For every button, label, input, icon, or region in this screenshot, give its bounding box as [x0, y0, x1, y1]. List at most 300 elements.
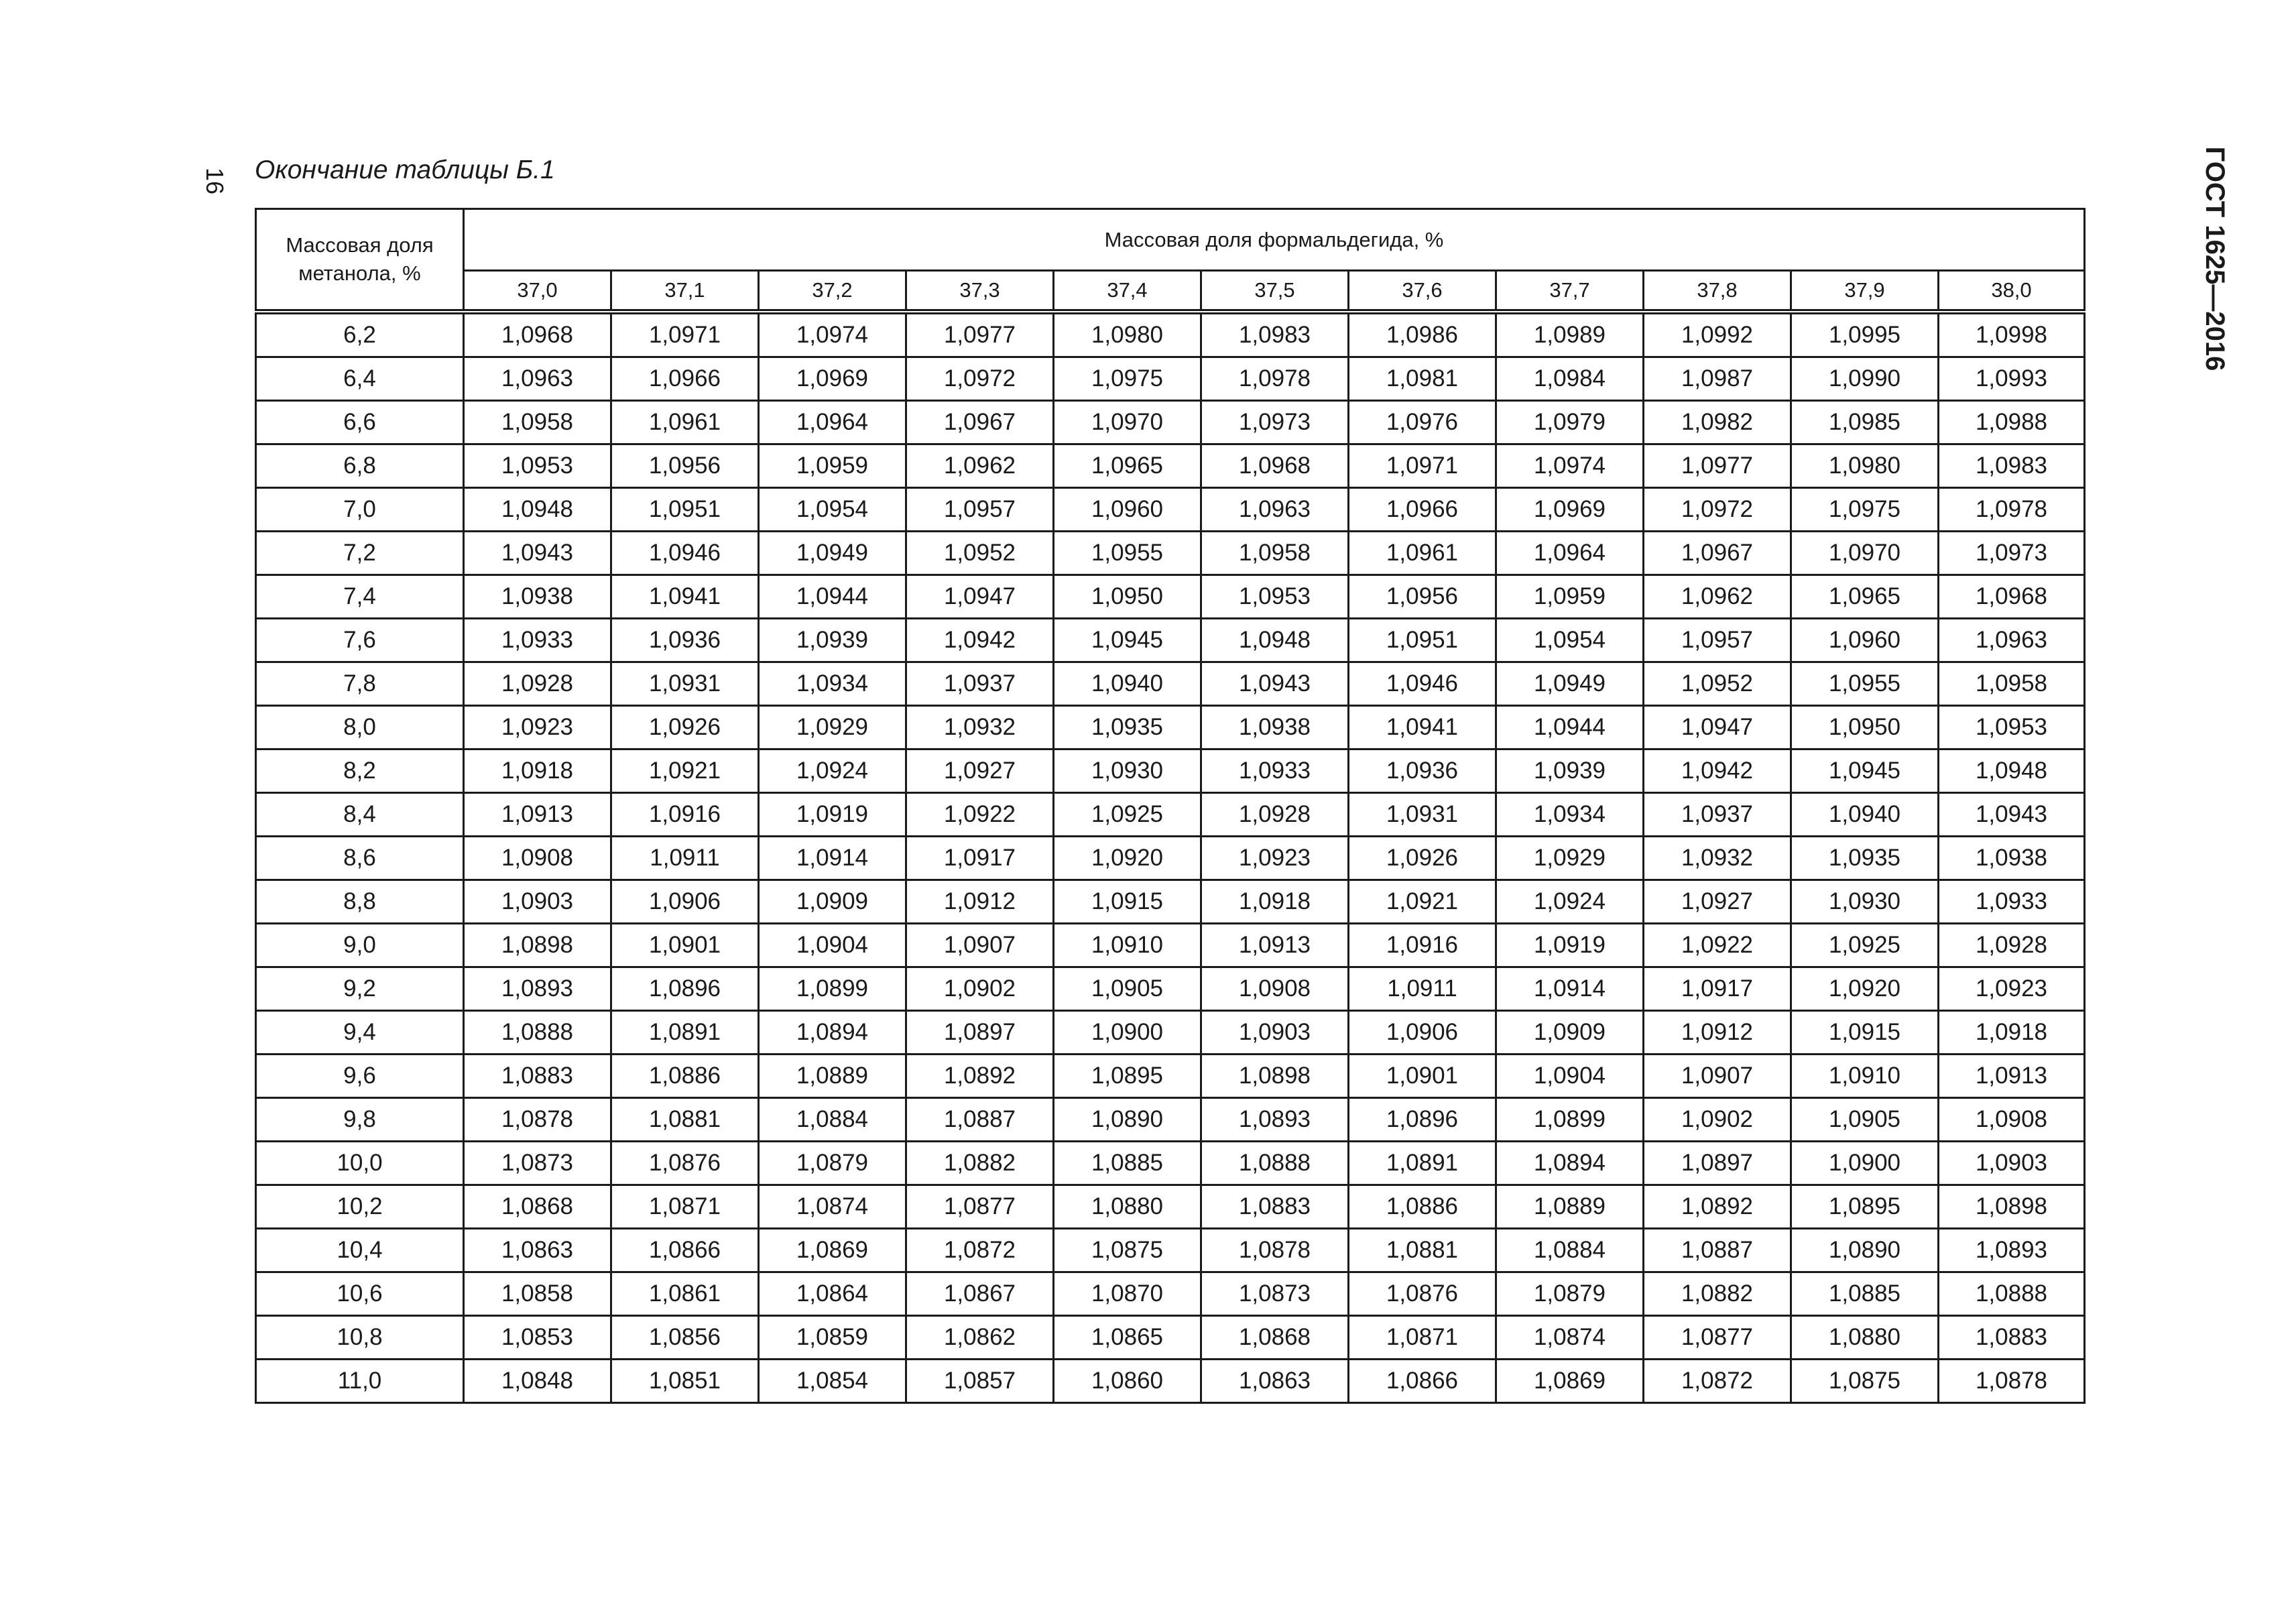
- column-header: 38,0: [1939, 271, 2085, 312]
- table-cell: 1,0950: [1791, 706, 1939, 749]
- table-cell: 1,0862: [906, 1316, 1054, 1360]
- table-cell: 1,0907: [1644, 1055, 1791, 1098]
- table-cell: 1,0888: [1201, 1142, 1349, 1185]
- table-cell: 1,0897: [1644, 1142, 1791, 1185]
- table-cell: 1,0909: [1496, 1011, 1644, 1055]
- table-cell: 1,0925: [1054, 793, 1201, 837]
- table-cell: 1,0947: [1644, 706, 1791, 749]
- row-label: 6,6: [256, 401, 464, 444]
- table-cell: 1,0974: [759, 312, 906, 357]
- table-cell: 1,0894: [759, 1011, 906, 1055]
- table-cell: 1,0893: [1201, 1098, 1349, 1142]
- table-cell: 1,0902: [906, 967, 1054, 1011]
- column-header: 37,3: [906, 271, 1054, 312]
- table-cell: 1,0880: [1054, 1185, 1201, 1229]
- table-cell: 1,0878: [1939, 1360, 2085, 1403]
- table-cell: 1,0911: [1349, 967, 1496, 1011]
- table-cell: 1,0971: [1349, 444, 1496, 488]
- table-cell: 1,0978: [1201, 357, 1349, 401]
- row-label: 7,8: [256, 662, 464, 706]
- table-cell: 1,0865: [1054, 1316, 1201, 1360]
- table-row: [256, 967, 2085, 1011]
- table-cell: 1,0963: [1201, 488, 1349, 532]
- table-cell: 1,0946: [611, 532, 759, 575]
- table-cell: 1,0922: [906, 793, 1054, 837]
- row-label: 10,4: [256, 1229, 464, 1272]
- table-cell: 1,0923: [1201, 837, 1349, 880]
- table-cell: 1,0980: [1791, 444, 1939, 488]
- table-cell: 1,0911: [611, 837, 759, 880]
- table-cell: 1,0942: [906, 619, 1054, 662]
- table-cell: 1,0964: [1496, 532, 1644, 575]
- table-cell: 1,0978: [1939, 488, 2085, 532]
- table-cell: 1,0866: [1349, 1360, 1496, 1403]
- table-cell: 1,0895: [1054, 1055, 1201, 1098]
- table-cell: 1,0917: [906, 837, 1054, 880]
- table-cell: 1,0939: [759, 619, 906, 662]
- table-row: [256, 749, 2085, 793]
- table-cell: 1,0948: [1201, 619, 1349, 662]
- table-cell: 1,0940: [1791, 793, 1939, 837]
- table-cell: 1,0968: [1939, 575, 2085, 619]
- table-cell: 1,0889: [759, 1055, 906, 1098]
- table-cell: 1,0951: [611, 488, 759, 532]
- table-cell: 1,0993: [1939, 357, 2085, 401]
- table-cell: 1,0967: [1644, 532, 1791, 575]
- table-cell: 1,0879: [1496, 1272, 1644, 1316]
- table-cell: 1,0890: [1791, 1229, 1939, 1272]
- table-cell: 1,0858: [464, 1272, 611, 1316]
- table-cell: 1,0925: [1791, 924, 1939, 967]
- table-cell: 1,0892: [906, 1055, 1054, 1098]
- table-cell: 1,0914: [759, 837, 906, 880]
- table-cell: 1,0972: [1644, 488, 1791, 532]
- table-cell: 1,0900: [1054, 1011, 1201, 1055]
- table-cell: 1,0944: [1496, 706, 1644, 749]
- table-cell: 1,0959: [759, 444, 906, 488]
- table-cell: 1,0952: [1644, 662, 1791, 706]
- table-cell: 1,0943: [1201, 662, 1349, 706]
- table-cell: 1,0893: [464, 967, 611, 1011]
- formaldehyde-fraction-header: Массовая доля формальдегида, %: [464, 209, 2085, 271]
- table-row: [256, 1011, 2085, 1055]
- row-label: 9,8: [256, 1098, 464, 1142]
- table-cell: 1,0882: [906, 1142, 1054, 1185]
- table-cell: 1,0895: [1791, 1185, 1939, 1229]
- table-cell: 1,0917: [1644, 967, 1791, 1011]
- row-label: 6,4: [256, 357, 464, 401]
- table-cell: 1,0924: [759, 749, 906, 793]
- table-cell: 1,0965: [1054, 444, 1201, 488]
- table-cell: 1,0958: [464, 401, 611, 444]
- table-cell: 1,0976: [1349, 401, 1496, 444]
- table-cell: 1,0989: [1496, 312, 1644, 357]
- table-cell: 1,0951: [1349, 619, 1496, 662]
- table-cell: 1,0990: [1791, 357, 1939, 401]
- table-cell: 1,0962: [906, 444, 1054, 488]
- column-header: 37,9: [1791, 271, 1939, 312]
- table-cell: 1,0948: [1939, 749, 2085, 793]
- table-cell: 1,0924: [1496, 880, 1644, 924]
- table-row: [256, 575, 2085, 619]
- table-cell: 1,0933: [1939, 880, 2085, 924]
- table-cell: 1,0901: [611, 924, 759, 967]
- column-header: 37,5: [1201, 271, 1349, 312]
- table-cell: 1,0960: [1791, 619, 1939, 662]
- table-cell: 1,0928: [1939, 924, 2085, 967]
- table-cell: 1,0905: [1054, 967, 1201, 1011]
- table-cell: 1,0936: [611, 619, 759, 662]
- table-cell: 1,0885: [1054, 1142, 1201, 1185]
- table-cell: 1,0878: [464, 1098, 611, 1142]
- table-row: [256, 706, 2085, 749]
- row-label: 6,2: [256, 312, 464, 357]
- table-cell: 1,0939: [1496, 749, 1644, 793]
- table-cell: 1,0848: [464, 1360, 611, 1403]
- row-label: 8,0: [256, 706, 464, 749]
- table-cell: 1,0909: [759, 880, 906, 924]
- table-cell: 1,0876: [611, 1142, 759, 1185]
- table-cell: 1,0934: [759, 662, 906, 706]
- table-cell: 1,0963: [1939, 619, 2085, 662]
- table-cell: 1,0950: [1054, 575, 1201, 619]
- table-cell: 1,0977: [906, 312, 1054, 357]
- column-header: 37,8: [1644, 271, 1791, 312]
- column-header: 37,2: [759, 271, 906, 312]
- row-label: 7,2: [256, 532, 464, 575]
- table-cell: 1,0919: [759, 793, 906, 837]
- table-cell: 1,0961: [611, 401, 759, 444]
- table-cell: 1,0937: [1644, 793, 1791, 837]
- table-cell: 1,0926: [611, 706, 759, 749]
- row-label: 11,0: [256, 1360, 464, 1403]
- document-code: ГОСТ 1625—2016: [2200, 146, 2230, 371]
- table-cell: 1,0886: [1349, 1185, 1496, 1229]
- column-header: 37,0: [464, 271, 611, 312]
- column-header: 37,6: [1349, 271, 1496, 312]
- table-cell: 1,0893: [1939, 1229, 2085, 1272]
- table-cell: 1,0920: [1791, 967, 1939, 1011]
- table-cell: 1,0863: [464, 1229, 611, 1272]
- table-cell: 1,0891: [1349, 1142, 1496, 1185]
- table-cell: 1,0914: [1496, 967, 1644, 1011]
- table-cell: 1,0943: [1939, 793, 2085, 837]
- table-cell: 1,0872: [1644, 1360, 1791, 1403]
- table-cell: 1,0956: [611, 444, 759, 488]
- row-label: 6,8: [256, 444, 464, 488]
- table-cell: 1,0953: [1939, 706, 2085, 749]
- row-label: 9,4: [256, 1011, 464, 1055]
- table-cell: 1,0945: [1054, 619, 1201, 662]
- table-row: [256, 880, 2085, 924]
- table-cell: 1,0906: [1349, 1011, 1496, 1055]
- table-cell: 1,0863: [1201, 1360, 1349, 1403]
- table-cell: 1,0931: [1349, 793, 1496, 837]
- table-cell: 1,0899: [1496, 1098, 1644, 1142]
- table-cell: 1,0968: [464, 312, 611, 357]
- table-row: [256, 312, 2085, 357]
- table-cell: 1,0860: [1054, 1360, 1201, 1403]
- table-cell: 1,0881: [1349, 1229, 1496, 1272]
- row-label: 7,0: [256, 488, 464, 532]
- table-cell: 1,0964: [759, 401, 906, 444]
- table-cell: 1,0874: [759, 1185, 906, 1229]
- table-cell: 1,0935: [1054, 706, 1201, 749]
- table-cell: 1,0916: [1349, 924, 1496, 967]
- table-cell: 1,0904: [1496, 1055, 1644, 1098]
- table-cell: 1,0894: [1496, 1142, 1644, 1185]
- table-cell: 1,0967: [906, 401, 1054, 444]
- table-cell: 1,0961: [1349, 532, 1496, 575]
- table-cell: 1,0985: [1791, 401, 1939, 444]
- table-cell: 1,0868: [464, 1185, 611, 1229]
- row-label: 8,2: [256, 749, 464, 793]
- table-cell: 1,0913: [464, 793, 611, 837]
- table-cell: 1,0972: [906, 357, 1054, 401]
- row-label: 7,4: [256, 575, 464, 619]
- table-cell: 1,0861: [611, 1272, 759, 1316]
- table-cell: 1,0930: [1791, 880, 1939, 924]
- table-cell: 1,0884: [759, 1098, 906, 1142]
- table-row: [256, 357, 2085, 401]
- table-cell: 1,0892: [1644, 1185, 1791, 1229]
- table-cell: 1,0871: [611, 1185, 759, 1229]
- table-row: [256, 619, 2085, 662]
- column-header: 37,7: [1496, 271, 1644, 312]
- table-cell: 1,0853: [464, 1316, 611, 1360]
- table-cell: 1,0876: [1349, 1272, 1496, 1316]
- table-cell: 1,0929: [759, 706, 906, 749]
- table-cell: 1,0968: [1201, 444, 1349, 488]
- table-cell: 1,0918: [1201, 880, 1349, 924]
- table-cell: 1,0954: [1496, 619, 1644, 662]
- table-cell: 1,0910: [1054, 924, 1201, 967]
- table-cell: 1,0898: [464, 924, 611, 967]
- table-cell: 1,0903: [464, 880, 611, 924]
- table-cell: 1,0975: [1791, 488, 1939, 532]
- table-cell: 1,0986: [1349, 312, 1496, 357]
- methanol-fraction-header: Массовая доля метанола, %: [256, 209, 464, 312]
- table-cell: 1,0884: [1496, 1229, 1644, 1272]
- row-label: 8,4: [256, 793, 464, 837]
- table-cell: 1,0928: [464, 662, 611, 706]
- table-cell: 1,0926: [1349, 837, 1496, 880]
- table-cell: 1,0921: [611, 749, 759, 793]
- table-cell: 1,0869: [759, 1229, 906, 1272]
- table-row: [256, 401, 2085, 444]
- table-cell: 1,0944: [759, 575, 906, 619]
- table-cell: 1,0859: [759, 1316, 906, 1360]
- table-cell: 1,0913: [1939, 1055, 2085, 1098]
- table-cell: 1,0919: [1496, 924, 1644, 967]
- table-cell: 1,0888: [1939, 1272, 2085, 1316]
- table-cell: 1,0920: [1054, 837, 1201, 880]
- table-cell: 1,0908: [1939, 1098, 2085, 1142]
- table-cell: 1,0945: [1791, 749, 1939, 793]
- table-cell: 1,0903: [1939, 1142, 2085, 1185]
- table-cell: 1,0965: [1791, 575, 1939, 619]
- table-cell: 1,0889: [1496, 1185, 1644, 1229]
- table-cell: 1,0959: [1496, 575, 1644, 619]
- table-body: [256, 312, 2085, 1403]
- table-cell: 1,0915: [1054, 880, 1201, 924]
- header-row-columns: [256, 271, 2085, 312]
- table-cell: 1,0866: [611, 1229, 759, 1272]
- table-row: [256, 444, 2085, 488]
- table-cell: 1,0916: [611, 793, 759, 837]
- table-cell: 1,0930: [1054, 749, 1201, 793]
- table-cell: 1,0988: [1939, 401, 2085, 444]
- table-cell: 1,0952: [906, 532, 1054, 575]
- table-cell: 1,0883: [1201, 1185, 1349, 1229]
- table-cell: 1,0937: [906, 662, 1054, 706]
- row-label: 9,6: [256, 1055, 464, 1098]
- table-cell: 1,0941: [1349, 706, 1496, 749]
- table-cell: 1,0890: [1054, 1098, 1201, 1142]
- table-cell: 1,0915: [1791, 1011, 1939, 1055]
- table-cell: 1,0922: [1644, 924, 1791, 967]
- table-cell: 1,0983: [1939, 444, 2085, 488]
- table-cell: 1,0932: [1644, 837, 1791, 880]
- table-cell: 1,0927: [1644, 880, 1791, 924]
- column-header: 37,1: [611, 271, 759, 312]
- row-label: 10,0: [256, 1142, 464, 1185]
- table-cell: 1,0973: [1201, 401, 1349, 444]
- header-row-top: [256, 209, 2085, 271]
- table-cell: 1,0899: [759, 967, 906, 1011]
- table-cell: 1,0933: [464, 619, 611, 662]
- table-cell: 1,0931: [611, 662, 759, 706]
- table-cell: 1,0903: [1201, 1011, 1349, 1055]
- table-cell: 1,0970: [1054, 401, 1201, 444]
- table-cell: 1,0867: [906, 1272, 1054, 1316]
- table-cell: 1,0854: [759, 1360, 906, 1403]
- table-cell: 1,0943: [464, 532, 611, 575]
- table-cell: 1,0954: [759, 488, 906, 532]
- table-cell: 1,0933: [1201, 749, 1349, 793]
- row-label: 7,6: [256, 619, 464, 662]
- table-cell: 1,0971: [611, 312, 759, 357]
- table-cell: 1,0949: [759, 532, 906, 575]
- table-cell: 1,0872: [906, 1229, 1054, 1272]
- table-cell: 1,0958: [1939, 662, 2085, 706]
- table-cell: 1,0940: [1054, 662, 1201, 706]
- table-cell: 1,0946: [1349, 662, 1496, 706]
- density-table: [255, 208, 2086, 1404]
- table-cell: 1,0992: [1644, 312, 1791, 357]
- table-row: [256, 1185, 2085, 1229]
- table-cell: 1,0960: [1054, 488, 1201, 532]
- table-cell: 1,0918: [1939, 1011, 2085, 1055]
- table-cell: 1,0886: [611, 1055, 759, 1098]
- table-cell: 1,0912: [1644, 1011, 1791, 1055]
- table-cell: 1,0896: [1349, 1098, 1496, 1142]
- table-cell: 1,0980: [1054, 312, 1201, 357]
- table-row: [256, 488, 2085, 532]
- table-cell: 1,0885: [1791, 1272, 1939, 1316]
- table-cell: 1,0928: [1201, 793, 1349, 837]
- table-row: [256, 924, 2085, 967]
- table-cell: 1,0969: [1496, 488, 1644, 532]
- table-cell: 1,0923: [1939, 967, 2085, 1011]
- table-cell: 1,0953: [464, 444, 611, 488]
- table-cell: 1,0979: [1496, 401, 1644, 444]
- table-cell: 1,0942: [1644, 749, 1791, 793]
- table-cell: 1,0869: [1496, 1360, 1644, 1403]
- table-cell: 1,0898: [1201, 1055, 1349, 1098]
- table-cell: 1,0887: [1644, 1229, 1791, 1272]
- table-cell: 1,0877: [906, 1185, 1054, 1229]
- table-cell: 1,0934: [1496, 793, 1644, 837]
- table-cell: 1,0875: [1054, 1229, 1201, 1272]
- table-cell: 1,0963: [464, 357, 611, 401]
- row-label: 10,6: [256, 1272, 464, 1316]
- row-label: 10,8: [256, 1316, 464, 1360]
- table-cell: 1,0908: [1201, 967, 1349, 1011]
- table-row: [256, 1055, 2085, 1098]
- table-cell: 1,0880: [1791, 1316, 1939, 1360]
- table-cell: 1,0932: [906, 706, 1054, 749]
- page-number: 16: [201, 167, 229, 195]
- table-cell: 1,0962: [1644, 575, 1791, 619]
- table-cell: 1,0938: [1201, 706, 1349, 749]
- table-row: [256, 1142, 2085, 1185]
- table-cell: 1,0974: [1496, 444, 1644, 488]
- table-row: [256, 1360, 2085, 1403]
- table-cell: 1,0857: [906, 1360, 1054, 1403]
- table-cell: 1,0904: [759, 924, 906, 967]
- table-cell: 1,0851: [611, 1360, 759, 1403]
- table-cell: 1,0898: [1939, 1185, 2085, 1229]
- table-cell: 1,0955: [1791, 662, 1939, 706]
- table-row: [256, 1098, 2085, 1142]
- table-cell: 1,0888: [464, 1011, 611, 1055]
- table-cell: 1,0958: [1201, 532, 1349, 575]
- table-row: [256, 837, 2085, 880]
- table-cell: 1,0900: [1791, 1142, 1939, 1185]
- table-cell: 1,0887: [906, 1098, 1054, 1142]
- table-cell: 1,0949: [1496, 662, 1644, 706]
- table-cell: 1,0883: [464, 1055, 611, 1098]
- table-row: [256, 1316, 2085, 1360]
- table-cell: 1,0878: [1201, 1229, 1349, 1272]
- table-cell: 1,0923: [464, 706, 611, 749]
- table-cell: 1,0966: [1349, 488, 1496, 532]
- column-header: 37,4: [1054, 271, 1201, 312]
- table-cell: 1,0873: [1201, 1272, 1349, 1316]
- table-cell: 1,0941: [611, 575, 759, 619]
- table-cell: 1,0891: [611, 1011, 759, 1055]
- table-cell: 1,0882: [1644, 1272, 1791, 1316]
- table-cell: 1,0883: [1939, 1316, 2085, 1360]
- table-cell: 1,0873: [464, 1142, 611, 1185]
- table-cell: 1,0913: [1201, 924, 1349, 967]
- table-cell: 1,0908: [464, 837, 611, 880]
- table-row: [256, 1229, 2085, 1272]
- table-cell: 1,0938: [1939, 837, 2085, 880]
- row-label: 10,2: [256, 1185, 464, 1229]
- table-cell: 1,0998: [1939, 312, 2085, 357]
- table-cell: 1,0910: [1791, 1055, 1939, 1098]
- table-cell: 1,0995: [1791, 312, 1939, 357]
- table-cell: 1,0906: [611, 880, 759, 924]
- table-cell: 1,0966: [611, 357, 759, 401]
- table-cell: 1,0970: [1791, 532, 1939, 575]
- row-label: 8,8: [256, 880, 464, 924]
- table-cell: 1,0927: [906, 749, 1054, 793]
- table-cell: 1,0918: [464, 749, 611, 793]
- table-cell: 1,0956: [1349, 575, 1496, 619]
